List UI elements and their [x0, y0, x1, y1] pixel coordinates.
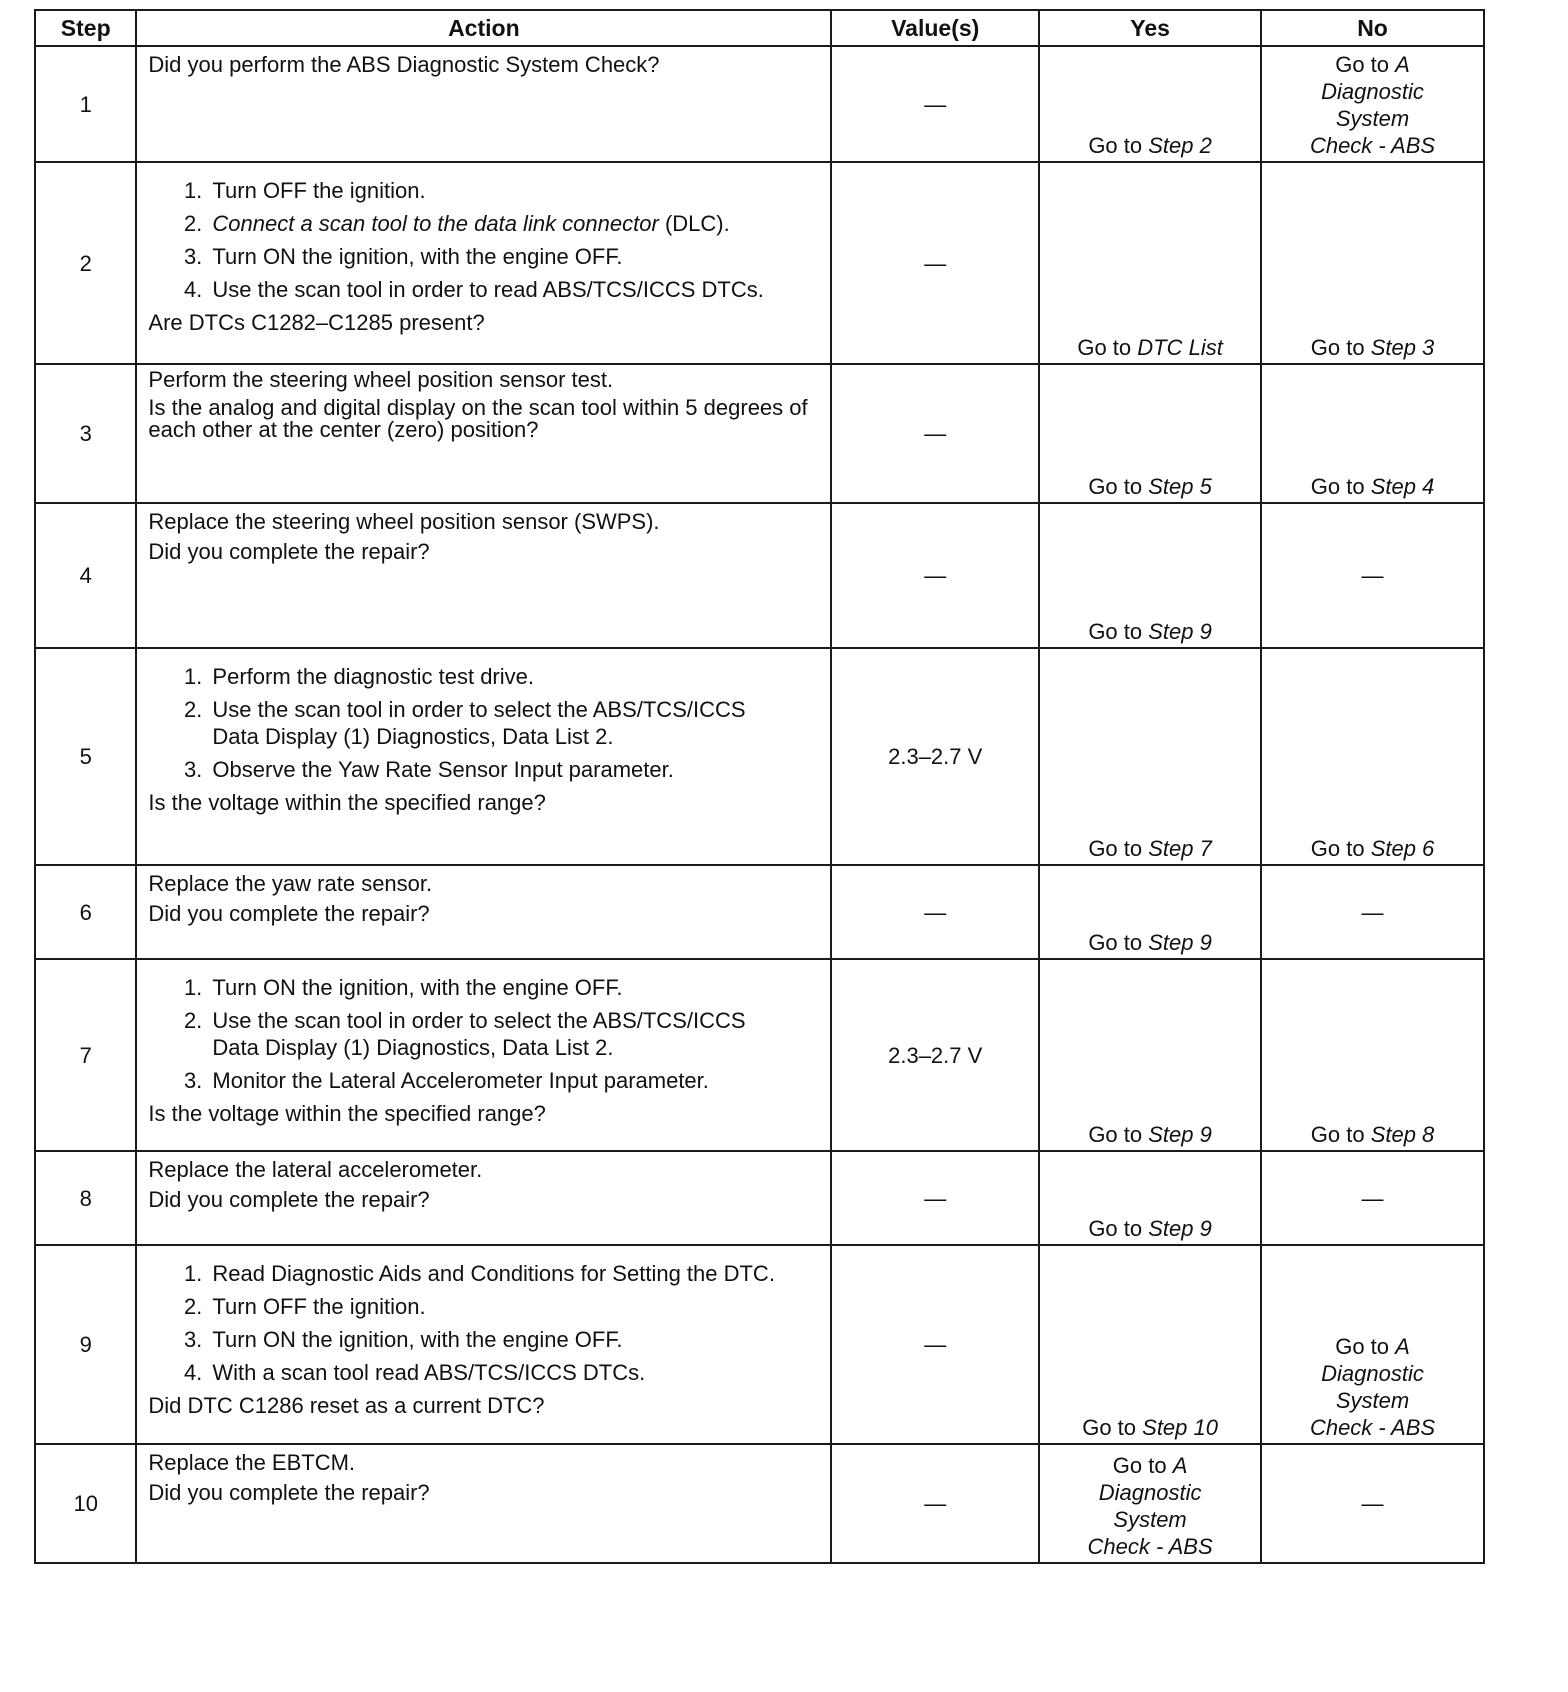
no-link-part[interactable]: Diagnostic: [1321, 1361, 1424, 1386]
action-step: 1. Perform the diagnostic test drive.: [208, 663, 820, 690]
step-number: 8: [35, 1151, 136, 1245]
action-cell: [136, 648, 831, 865]
action-cell: [136, 1444, 831, 1563]
action-lead: Replace the yaw rate sensor.: [148, 871, 433, 896]
yes-cell[interactable]: [1039, 364, 1261, 503]
yes-link[interactable]: A: [1172, 1453, 1188, 1478]
value-cell: [831, 364, 1039, 503]
goto-text: Go to: [1310, 335, 1365, 360]
question: Did you complete the repair?: [148, 539, 430, 564]
no-link-part[interactable]: System: [1335, 1388, 1410, 1413]
value-dash: —: [924, 421, 947, 446]
step-number: 3: [35, 364, 136, 503]
yes-link[interactable]: Step 9: [1148, 930, 1212, 955]
no-dash: —: [1361, 1491, 1384, 1516]
yes-link[interactable]: Step 9: [1148, 1216, 1212, 1241]
yes-link[interactable]: Step 2: [1148, 133, 1212, 158]
no-cell[interactable]: [1261, 959, 1484, 1151]
step-number: 7: [35, 959, 136, 1151]
question: Did you complete the repair?: [148, 901, 430, 926]
action-step: 3. Turn ON the ignition, with the engine OFF.: [208, 1326, 820, 1353]
question: Did DTC C1286 reset as a current DTC?: [148, 1393, 545, 1418]
table-row: [35, 1151, 1484, 1245]
yes-link[interactable]: Step 7: [1148, 836, 1212, 861]
no-cell: [1261, 865, 1484, 959]
no-cell[interactable]: [1261, 1245, 1484, 1444]
yes-cell[interactable]: [1039, 1444, 1261, 1563]
action-cell: [136, 865, 831, 959]
header-no: No: [1261, 10, 1484, 46]
no-link[interactable]: Step 8: [1370, 1122, 1435, 1147]
action-steps: [148, 1260, 820, 1386]
step-number: 1: [35, 46, 136, 162]
value-cell: [831, 865, 1039, 959]
no-cell: [1261, 1444, 1484, 1563]
table-row: [35, 1245, 1484, 1444]
question: Did you perform the ABS Diagnostic System Check?: [148, 52, 660, 77]
no-link[interactable]: A: [1395, 52, 1410, 77]
goto-text: Go to: [1112, 1453, 1167, 1478]
value-cell: [831, 1444, 1039, 1563]
yes-cell[interactable]: [1039, 1245, 1261, 1444]
no-dash: —: [1361, 1185, 1384, 1211]
yes-cell[interactable]: [1039, 46, 1261, 162]
header-step: Step: [35, 10, 136, 46]
header-action: Action: [136, 10, 831, 46]
goto-text: Go to: [1088, 836, 1143, 861]
no-link-part[interactable]: Check - ABS: [1309, 1415, 1436, 1440]
goto-text: Go to: [1335, 1334, 1390, 1359]
no-cell: [1261, 1151, 1484, 1245]
goto-text: Go to: [1088, 619, 1143, 644]
action-steps: [148, 177, 820, 303]
action-step-suffix: (DLC).: [664, 211, 730, 236]
table-row: [35, 364, 1484, 503]
yes-cell[interactable]: [1039, 865, 1261, 959]
question: Are DTCs C1282–C1285 present?: [148, 310, 485, 335]
no-link[interactable]: A: [1395, 1334, 1410, 1359]
yes-link[interactable]: Step 5: [1148, 474, 1212, 499]
action-step: 4. With a scan tool read ABS/TCS/ICCS DTCs.: [208, 1359, 820, 1386]
value-dash: —: [924, 250, 947, 276]
yes-link[interactable]: DTC List: [1137, 335, 1223, 360]
header-yes: Yes: [1039, 10, 1261, 46]
goto-text: Go to: [1088, 133, 1143, 158]
no-link-part[interactable]: Diagnostic: [1321, 79, 1424, 104]
no-cell[interactable]: [1261, 46, 1484, 162]
yes-cell[interactable]: [1039, 959, 1261, 1151]
goto-text: Go to: [1310, 1122, 1365, 1147]
value-dash: —: [924, 1332, 947, 1357]
action-step: 2. Use the scan tool in order to select the ABS/TCS/ICCS Data Display (1) Diagnostics, Data List 2.: [208, 696, 820, 750]
yes-link-part[interactable]: System: [1113, 1507, 1187, 1532]
goto-text: Go to: [1088, 1216, 1143, 1241]
action-step: 2. Use the scan tool in order to select the ABS/TCS/ICCS Data Display (1) Diagnostics, Data List 2.: [208, 1007, 820, 1061]
table-row: [35, 648, 1484, 865]
value-cell: [831, 162, 1039, 364]
value-dash: —: [924, 563, 947, 588]
no-link[interactable]: Step 6: [1370, 836, 1435, 861]
diagnostic-table: [34, 9, 1485, 1564]
value-cell: [831, 1151, 1039, 1245]
step-number: 2: [35, 162, 136, 364]
table-row: [35, 865, 1484, 959]
action-cell: [136, 1151, 831, 1245]
yes-link-part[interactable]: Diagnostic: [1098, 1480, 1202, 1505]
action-step: 1. Turn OFF the ignition.: [208, 177, 820, 204]
action-cell: [136, 46, 831, 162]
action-cell: [136, 959, 831, 1151]
goto-text: Go to: [1088, 930, 1143, 955]
step-number: 5: [35, 648, 136, 865]
goto-text: Go to: [1088, 1122, 1143, 1147]
step-number: 4: [35, 503, 136, 648]
yes-cell[interactable]: [1039, 162, 1261, 364]
step-number: 10: [35, 1444, 136, 1563]
action-cell: [136, 1245, 831, 1444]
yes-cell[interactable]: [1039, 648, 1261, 865]
question: Is the voltage within the specified range?: [148, 790, 546, 815]
action-step: 3. Observe the Yaw Rate Sensor Input parameter.: [208, 756, 820, 783]
no-link[interactable]: Step 4: [1370, 474, 1435, 499]
action-step-text: Connect a scan tool to the data link connector: [212, 211, 659, 236]
action-step: 1. Read Diagnostic Aids and Conditions for Setting the DTC.: [208, 1260, 820, 1287]
goto-text: Go to: [1088, 474, 1143, 499]
action-step: 3. Turn ON the ignition, with the engine OFF.: [208, 243, 820, 270]
goto-text: Go to: [1310, 474, 1365, 499]
step-number: 9: [35, 1245, 136, 1444]
question: Did you complete the repair?: [148, 1187, 430, 1212]
no-cell[interactable]: [1261, 162, 1484, 364]
goto-text: Go to: [1077, 335, 1132, 360]
value-dash: —: [924, 91, 947, 117]
goto-text: Go to: [1335, 52, 1390, 77]
action-cell: [136, 162, 831, 364]
action-lead: Perform the steering wheel position sensor test.: [148, 367, 614, 392]
action-step: 3. Monitor the Lateral Accelerometer Input parameter.: [208, 1067, 820, 1094]
no-cell[interactable]: [1261, 364, 1484, 503]
no-dash: —: [1361, 563, 1384, 588]
yes-link[interactable]: Step 10: [1142, 1415, 1218, 1440]
table-row: [35, 46, 1484, 162]
action-lead: Replace the lateral accelerometer.: [148, 1157, 483, 1182]
yes-link[interactable]: Step 9: [1148, 1122, 1212, 1147]
action-step: 4. Use the scan tool in order to read ABS/TCS/ICCS DTCs.: [208, 276, 820, 303]
value-dash: —: [924, 1491, 947, 1516]
question: Is the voltage within the specified range?: [148, 1101, 546, 1126]
table-row: [35, 1444, 1484, 1563]
value-dash: —: [924, 899, 947, 925]
header-row: [35, 10, 1484, 46]
value-dash: —: [924, 1185, 947, 1211]
no-link-part[interactable]: Check - ABS: [1309, 133, 1436, 158]
goto-text: Go to: [1310, 836, 1365, 861]
value-cell: 2.3–2.7 V: [831, 648, 1039, 865]
value-cell: 2.3–2.7 V: [831, 959, 1039, 1151]
yes-cell[interactable]: [1039, 503, 1261, 648]
step-number: 6: [35, 865, 136, 959]
no-link[interactable]: Step 3: [1370, 335, 1435, 360]
action-lead: Replace the EBTCM.: [148, 1450, 356, 1475]
header-values: Value(s): [831, 10, 1039, 46]
no-dash: —: [1361, 899, 1384, 925]
table-row: [35, 162, 1484, 364]
goto-text: Go to: [1082, 1415, 1137, 1440]
no-cell: [1261, 503, 1484, 648]
value-cell: [831, 46, 1039, 162]
action-cell: [136, 364, 831, 503]
action-step: 1. Turn ON the ignition, with the engine OFF.: [208, 974, 820, 1001]
table-row: [35, 503, 1484, 648]
yes-cell[interactable]: [1039, 1151, 1261, 1245]
value-cell: [831, 503, 1039, 648]
action-steps: [148, 663, 820, 783]
action-step: 2. Turn OFF the ignition.: [208, 1293, 820, 1320]
action-step: [208, 210, 820, 237]
question: Did you complete the repair?: [148, 1480, 430, 1505]
action-steps: [148, 974, 820, 1094]
table-row: [35, 959, 1484, 1151]
no-link-part[interactable]: System: [1335, 106, 1410, 131]
action-lead: Replace the steering wheel position sensor (SWPS).: [148, 509, 660, 534]
action-cell: [136, 503, 831, 648]
question: Is the analog and digital display on the scan tool within 5 degrees of each other at the center (zero) position?: [148, 395, 808, 442]
no-cell[interactable]: [1261, 648, 1484, 865]
value-cell: [831, 1245, 1039, 1444]
yes-link[interactable]: Step 9: [1148, 619, 1212, 644]
yes-link-part[interactable]: Check - ABS: [1087, 1534, 1213, 1559]
